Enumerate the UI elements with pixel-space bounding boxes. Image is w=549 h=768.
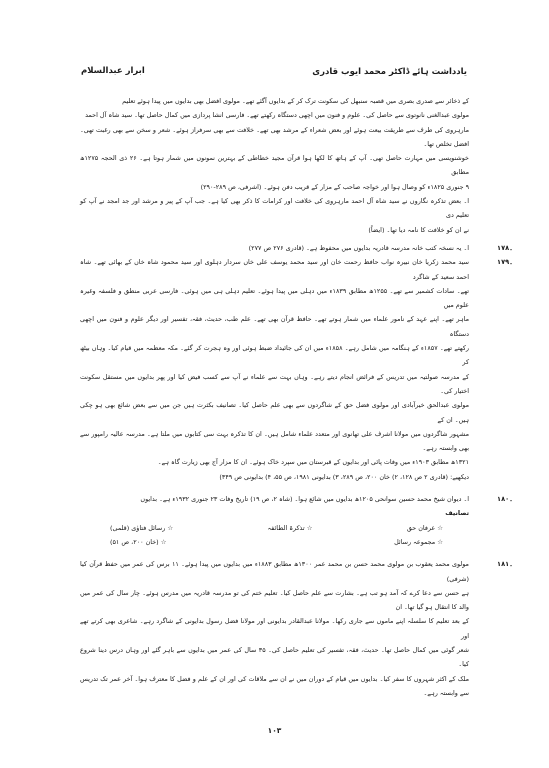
entry-number: ۱۷۹۔ — [497, 258, 513, 267]
entry-180 — [80, 492, 513, 549]
text-line: ۹ جنوری ۱۸۲۵ء کو وصال ہوا اور خواجہ صاحب کے مزار کے قریب دفن ہوئے۔ (اشرفی، ص ۲۸۹-۲۹۰) — [200, 182, 469, 191]
text-line: تھے۔ سادات کشمیر سے تھے۔ ۱۲۵۵ھ مطابق ۱۸۳۹ء میں دہلی میں پیدا ہوئے۔ تعلیم دہلی ہی میں ہوئی۔ فارسی عربی منطق و فلسفہ وغیرہ علوم میں — [80, 286, 469, 310]
intro-paragraph — [80, 94, 469, 194]
books-heading: تصانیف — [445, 509, 469, 518]
book-title: ☆ تذکرۃ الطائفہ — [267, 523, 313, 532]
text-line: ہے حسن سے دعا کرے کہ آمد ہو تب ہے۔ بشارت سے علم حاصل کیا۔ تعلیم ختم کی تو مدرسہ قادریہ میں مدرس ہوئے۔ چار سال کی عمر میں والد کا انتقال ہو گیا تھا۔ ان — [80, 588, 469, 612]
books-row — [80, 535, 469, 549]
text-line: مارہروی کی طرف سے طریقت بیعت ہوئے اور بعض شعراء کے مرشد بھی تھے۔ خلافت سے بھی سرفراز ہوئے۔ شعر و سخن سے بھی رغبت تھی۔ افضل تخلص تھا۔ — [80, 125, 469, 148]
book-title: ☆ عرفان حق — [406, 523, 443, 532]
intro-note — [80, 194, 469, 237]
entry-number: ۱۸۰۔ — [497, 495, 513, 504]
book-title: ☆ مجموعہ رسائل — [394, 537, 443, 546]
books-row — [80, 521, 469, 535]
running-header-title: یادداشت ہائے ڈاکٹر محمد ایوب قادری — [312, 67, 467, 77]
body-text — [80, 94, 513, 700]
text-line: شعر گوئی میں کمال حاصل تھا۔ حدیث، فقہ، تفسیر کی تعلیم حاصل کی۔ ۳۵ سال کی عمر میں بدایوں سے باہر گئے اور وہاں درس دینا شروع کیا۔ — [80, 645, 469, 669]
book-title: ☆ رسائل فتاوٰی (قلمی) — [110, 523, 174, 532]
entry-178 — [80, 241, 513, 255]
entry-number: ۱۷۸۔ — [497, 243, 513, 252]
text-line: رکھتے تھے۔ ۱۸۵۷ء کے ہنگامہ میں شامل رہے۔ ۱۸۵۸ء میں ان کی جائیداد ضبط ہوئی اور وہ ہجرت کر گئے۔ مکہ معظمہ میں قیام کیا۔ وہاں بیٹھ کر — [80, 344, 469, 367]
entry-181 — [80, 557, 513, 700]
text-line: مولوی محمد یعقوب بن مولوی محمد حسن بن محمد عمر ۱۳۰۰ھ مطابق ۱۸۸۳ء میں بدایوں میں پیدا ہوئے۔ ۱۱ برس کی عمر میں حفظ قرآن کیا (شرفی) — [80, 560, 469, 583]
text-line: کے ذخائر سے صدری بصری میں قصبہ سنبھل کی سکونت ترک کر کے بدایوں آگئے تھے۔ مولوی افضل بھی بدایوں میں پیدا ہوئے تعلیم — [122, 97, 469, 105]
page-number: ۱۰۳ — [267, 726, 282, 735]
text-line: مشہور شاگردوں میں مولانا اشرف علی تھانوی اور متعدد علماء شامل ہیں۔ ان کا تذکرہ بہت سی کتابوں میں ملتا ہے۔ مدرسہ عالیہ رامپور سے بھی وابستہ رہے۔ — [80, 429, 469, 453]
entry-179 — [80, 255, 513, 484]
running-header-author: ابرار عبدالسلام — [81, 66, 145, 76]
text-line: مولوی عبدالحق خیرآبادی اور مولوی فضل حق کے شاگردوں سے بھی علم حاصل کیا۔ تصانیف بکثرت ہیں جن میں سے بعض شائع بھی ہو چکی ہیں۔ ان کے — [80, 401, 469, 424]
text-line: ا۔ دیوان شیخ محمد حسین سوانحی ۱۲۰۵ھ بدایوں میں شائع ہوا۔ (شاہ ۲، ص ۱۹) تاریخ وفات ۲۳ جنوری ۱۹۳۲ء ہے۔ بدایوں — [140, 495, 469, 504]
text-line: ملک کے اکثر شہروں کا سفر کیا۔ بدایوں میں قیام کے دوران میں نے ان سے ملاقات کی اور ان کے علم و فضل کا معترف ہوا۔ آخر عمر تک تدریس سے وابستہ رہے۔ — [80, 674, 469, 697]
text-line: دیکھیے: (قادری ۲ ص ۱۲۸، ۲) خان ۲۰۰، ص ۲۸۹، ۳) بدایونی ۱۹۸۱، ص ۵۵، ۴) بدایونی ص ۳۴۹) — [219, 472, 469, 481]
text-line: ۱۳۲۱ھ مطابق ۱۹۰۳ء میں وفات پائی اور بدایوں کے قبرستان میں سپرد خاک ہوئے۔ ان کا مزار آج بھی زیارت گاہ ہے۔ — [157, 458, 469, 467]
text-line: نے ان کو خلافت کا نامہ دیا تھا۔ (ایضاً) — [368, 225, 469, 234]
text-line: کے مدرسہ صولتیہ میں تدریس کے فرائض انجام دیتے رہے۔ وہاں بہت سے علماء نے آپ سے کسب فیض کیا اور پھر بدایوں میں مستقل سکونت اختیار کی۔ — [80, 372, 469, 395]
entry-number: ۱۸۱۔ — [497, 560, 513, 569]
text-line: ا۔ بعض تذکرہ نگاروں نے سید شاہ آل احمد مارہروی کی خلافت اور کرامات کا ذکر بھی کیا ہے۔ جب آپ کے پیر و مرشد اور جد امجد نے آپ کو تعلیم دی — [80, 197, 469, 220]
text-line: ماہر تھے۔ اپنے عہد کے نامور علماء میں شمار ہوتے تھے۔ حافظ قرآن بھی تھے۔ علم طب، حدیث، فقہ، تفسیر اور دیگر علوم و فنون میں اچھی دستگاہ — [80, 315, 469, 338]
text-line: ا۔ یہ نسخہ کتب خانہ مدرسہ قادریہ بدایوں میں محفوظ ہے۔ (قادری ۲۷۶ ص ۲۷۷) — [248, 243, 469, 252]
text-line: مولوی عبدالغنی نانوتوی سے حاصل کی۔ علوم و فنون میں اچھی دستگاہ رکھتے تھے۔ فارسی انشا پردازی میں کمال حاصل تھا۔ سید شاہ آل احمد — [85, 111, 469, 120]
text-line: کے بعد تعلیم کا سلسلہ اپنے ماموں سے جاری رکھا۔ مولانا عبدالقادر بدایونی اور مولانا فضل رسول بدایونی کے شاگرد رہے۔ شاعری بھی کرتے تھے اور — [80, 617, 469, 640]
book-title: ☆ (خان ۲۰۰، ص ۵۱) — [110, 537, 167, 546]
text-line: سید محمد زکریا خان نبیرہ نواب حافظ رحمت خان اور سید محمد یوسف علی خاں سردار دہلوی اور سید محمود شاہ خاں کے بھائی تھے۔ شاہ احمد سعید کے شاگرد — [80, 258, 469, 281]
text-line: خوشنویسی میں مہارت حاصل تھی۔ آپ کے ہاتھ کا لکھا ہوا قرآن مجید خطاطی کے بہترین نمونوں میں شمار ہوتا ہے۔ ۲۶ ذی الحجہ ۱۲۷۵ھ مطابق — [80, 154, 469, 177]
